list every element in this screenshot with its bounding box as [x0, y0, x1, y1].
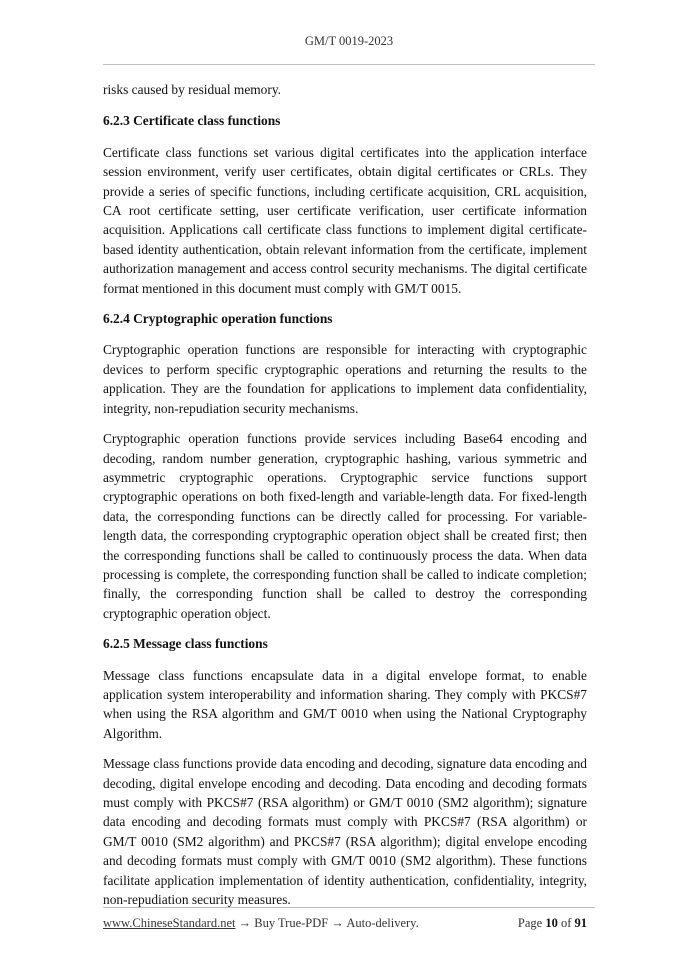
section-6-2-4-paragraph-2: Cryptographic operation functions provide services including Base64 encoding and decoding, random number generation, cryptographic hashing, various symmetric and asymmetric cryptographic operations. Cryptographic service functions support cryptographic operations on both fixed-length and variable-length data. For fixed-length data, the corresponding functions can be directly called for processing. For variable-length data, the corresponding cryptographic operation object shall be created first; then the corresponding functions shall be called to continuously process the data. When data processing is complete, the corresponding function shall be called to indicate completion; finally, the corresponding function shall be called to destroy the corresponding cryptographic operation object. [103, 431, 587, 621]
section-6-2-3-paragraph-1: Certificate class functions set various digital certificates into the application interface session environment, verify user certificates, obtain digital certificates or CRLs. They provide a series of specific functions, including certificate acquisition, CRL acquisition, CA root certificate setting, user certificate verification, user certificate information acquisition. Applications call certificate class functions to implement digital certificate-based identity authentication, obtain relevant information from the certificate, implement authorization management and access control security mechanisms. The digital certificate format mentioned in this document must comply with GM/T 0015. [103, 144, 587, 296]
section-6-2-4-paragraph-1: Cryptographic operation functions are responsible for interacting with cryptographic devices to perform specific cryptographic operations and returning the results to the application. They are the foundation for applications to implement data confidentiality, integrity, non-repudiation security mechanisms. [103, 342, 587, 416]
buy-true-pdf-text: Buy True-PDF [254, 916, 329, 930]
header-divider [103, 64, 595, 65]
arrow-icon: → [238, 916, 252, 930]
page-number [518, 916, 587, 931]
auto-delivery-text: Auto-delivery. [346, 916, 419, 930]
site-link[interactable]: www.ChineseStandard.net [103, 916, 236, 930]
current-page: 10 [545, 916, 558, 930]
footer-divider [103, 907, 595, 908]
of-label: of [560, 916, 572, 930]
page-content [103, 80, 587, 920]
section-heading-6-2-3: 6.2.3 Certificate class functions [103, 113, 281, 129]
continued-paragraph: risks caused by residual memory. [103, 82, 282, 97]
arrow-icon: → [331, 916, 344, 930]
total-pages: 91 [574, 916, 587, 930]
document-header-code: GM/T 0019-2023 [304, 34, 394, 48]
section-heading-6-2-4: 6.2.4 Cryptographic operation functions [103, 311, 333, 327]
section-6-2-5-paragraph-2: Message class functions provide data encoding and decoding, signature data encoding and decoding, digital envelope encoding and decoding. Data encoding and decoding formats must comply with PKCS#7 (RSA algorithm) or GM/T 0010 (SM2 algorithm); signature data encoding and decoding formats must comply with PKCS#7 (RSA algorithm) or GM/T 0010 (SM2 algorithm) and PKCS#7 (RSA algorithm); digital envelope encoding and decoding formats must comply with GM/T 0010 (SM2 algorithm). These functions facilitate application implementation of identity authentication, confidentiality, integrity, non-repudiation security measures. [103, 756, 587, 908]
section-6-2-5-paragraph-1: Message class functions encapsulate data in a digital envelope format, to enable application system interoperability and information sharing. They comply with PKCS#7 when using the RSA algorithm and GM/T 0010 when using the National Cryptography Algorithm. [103, 667, 587, 741]
footer-promo [103, 916, 419, 931]
section-heading-6-2-5: 6.2.5 Message class functions [103, 636, 268, 652]
page-label: Page [517, 916, 543, 930]
